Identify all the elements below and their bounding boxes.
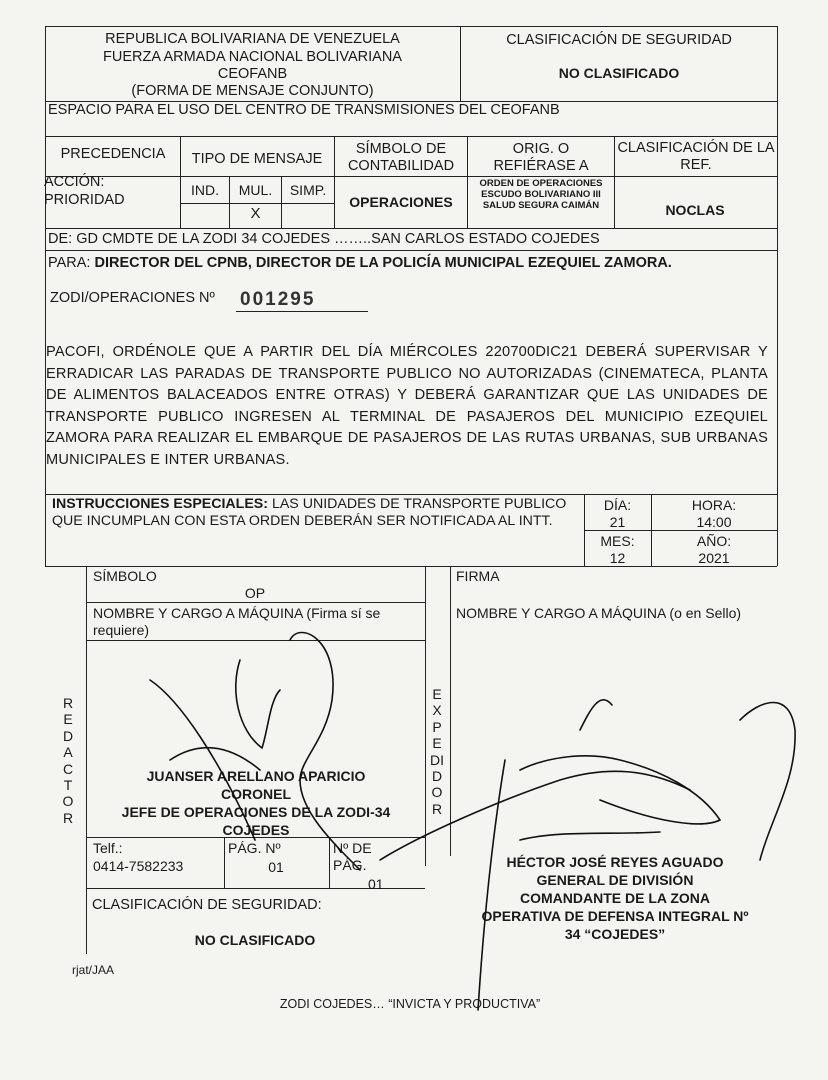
tipo-mensaje-label: TIPO DE MENSAJE	[191, 151, 323, 167]
num-pag-value: 01	[368, 876, 384, 892]
telf-value: 0414-7582233	[93, 858, 184, 874]
message-body: PACOFI, ORDÉNOLE QUE A PARTIR DEL DÍA MIÉRCOLES 220700DIC21 DEBERÁ SUPERVISAR Y ERRADICAR LAS PARADAS DE TRANSPORTE PUBLICO NO AUTORIZADAS (CINEMATECA, PLANTA DE ALIMENTOS BALACEADOS ENTRE OTRAS) Y DEBERÁ GARANTIZAR QUE LAS UNIDADES DE TRANSPORTE PUBLICO INGRESEN AL TERMINAL DE PASAJEROS DEL MUNICIPIO EZEQUIEL ZAMORA PARA REALIZAR EL EMBARQUE DE PASAJEROS DE LAS RUTAS URBANAS, SUB URBANAS MUNICIPALES E INTER URBANAS.	[46, 344, 768, 468]
header-line-2: FUERZA ARMADA NACIONAL BOLIVARIANA	[103, 49, 402, 65]
expedidor-side-label: EXPEDIDOR	[430, 686, 444, 817]
para-label: PARA:	[48, 255, 91, 271]
expedidor-nombre-label: NOMBRE Y CARGO A MÁQUINA (o en Sello)	[456, 605, 742, 621]
pag-label: PÁG. Nº	[228, 840, 281, 856]
simp-label: SIMP.	[289, 182, 327, 198]
typist-initials: rjat/JAA	[72, 963, 115, 977]
redactor-side-label: REDACTOR	[62, 695, 74, 826]
instructions-label: INSTRUCCIONES ESPECIALES:	[52, 496, 268, 512]
redactor-position: JEFE DE OPERACIONES DE LA ZODI-34	[121, 804, 391, 820]
prioridad-label: PRIORIDAD	[44, 192, 125, 208]
expedidor-name: HÉCTOR JOSÉ REYES AGUADO	[506, 854, 724, 870]
telf-label: Telf.:	[93, 840, 123, 856]
redactor-clasif-value: NO CLASIFICADO	[194, 932, 316, 948]
hora-label: HORA:	[691, 497, 737, 513]
mes-value: 12	[609, 550, 626, 566]
dia-value: 21	[609, 514, 626, 530]
expedidor-position-3: 34 “COJEDES”	[564, 926, 666, 942]
footer-motto: ZODI COJEDES… “INVICTA Y PRODUCTIVA”	[279, 997, 541, 1011]
redactor-nombre-label: NOMBRE Y CARGO A MÁQUINA (Firma sí se requiere)	[93, 605, 381, 638]
header-line-4: (FORMA DE MENSAJE CONJUNTO)	[131, 83, 374, 99]
clasificacion-ref-value: NOCLAS	[665, 202, 725, 218]
dia-label: DÍA:	[603, 497, 632, 513]
expedidor-signature-stroke-5	[478, 760, 505, 1010]
ind-label: IND.	[191, 182, 219, 198]
redactor-signature-stroke-2	[236, 660, 280, 748]
mul-label: MUL.	[238, 182, 273, 198]
redactor-location: COJEDES	[222, 822, 290, 838]
simbolo-contabilidad-value: OPERACIONES	[349, 194, 453, 210]
orig-refierase-value: ORDEN DE OPERACIONES ESCUDO BOLIVARIANO III SALUD SEGURA CAIMÁN	[479, 178, 603, 211]
hora-value: 14:00	[696, 514, 732, 530]
expedidor-signature-stroke-2	[520, 756, 720, 824]
expedidor-rank: GENERAL DE DIVISIÓN	[536, 872, 694, 888]
instructions-text: LAS UNIDADES DE TRANSPORTE PUBLICO QUE INCUMPLAN CON ESTA ORDEN DEBERÁN SER NOTIFICADA AL INTT.	[52, 496, 567, 529]
security-classification-value: NO CLASIFICADO	[558, 65, 680, 81]
expedidor-position-2: OPERATIVA DE DEFENSA INTEGRAL Nº	[481, 908, 749, 924]
para-value: DIRECTOR DEL CPNB, DIRECTOR DE LA POLICÍA MUNICIPAL EZEQUIEL ZAMORA.	[94, 255, 672, 271]
accion-label: ACCIÓN:	[44, 174, 105, 190]
redactor-signature-stroke-1	[150, 680, 255, 840]
mes-label: MES:	[600, 533, 635, 549]
expedidor-signature-stroke-3	[580, 700, 612, 730]
security-classification-label: CLASIFICACIÓN DE SEGURIDAD	[506, 32, 732, 48]
expedidor-signature-stroke-6	[740, 703, 795, 861]
clasificacion-ref-label: CLASIFICACIÓN DE LA REF.	[617, 140, 775, 173]
mul-mark: X	[250, 205, 261, 222]
anio-label: AÑO:	[696, 533, 732, 549]
firma-label: FIRMA	[456, 568, 500, 584]
anio-value: 2021	[698, 550, 730, 566]
redactor-rank: CORONEL	[221, 786, 291, 802]
pag-value: 01	[268, 859, 284, 875]
redactor-signature-stroke-3	[290, 633, 360, 871]
expedidor-position-1: COMANDANTE DE LA ZONA	[519, 890, 711, 906]
redactor-name: JUANSER ARELLANO APARICIO	[146, 768, 366, 784]
precedencia-label: PRECEDENCIA	[60, 146, 166, 162]
header-line-1: REPUBLICA BOLIVARIANA DE VENEZUELA	[105, 31, 400, 47]
redactor-clasif-label: CLASIFICACIÓN DE SEGURIDAD:	[92, 897, 322, 913]
redactor-simbolo-label: SÍMBOLO	[93, 568, 157, 584]
expedidor-signature-stroke-4	[520, 832, 660, 840]
zodi-number: 001295	[240, 289, 316, 310]
redactor-simbolo-value: OP	[244, 585, 266, 601]
redactor-signature-stroke-4	[170, 748, 260, 770]
simbolo-contabilidad-label: SÍMBOLO DE CONTABILIDAD	[347, 141, 455, 174]
zodi-label: ZODI/OPERACIONES Nº	[50, 290, 215, 306]
de-line: DE: GD CMDTE DE LA ZODI 34 COJEDES ……..SAN CARLOS ESTADO COJEDES	[48, 231, 600, 247]
num-pag-label: Nº DE PÁG.	[333, 840, 372, 873]
header-line-3: CEOFANB	[217, 66, 288, 82]
transmission-space-label: ESPACIO PARA EL USO DEL CENTRO DE TRANSMISIONES DEL CEOFANB	[48, 102, 560, 118]
orig-refierase-label: ORIG. O REFIÉRASE A	[493, 141, 589, 174]
